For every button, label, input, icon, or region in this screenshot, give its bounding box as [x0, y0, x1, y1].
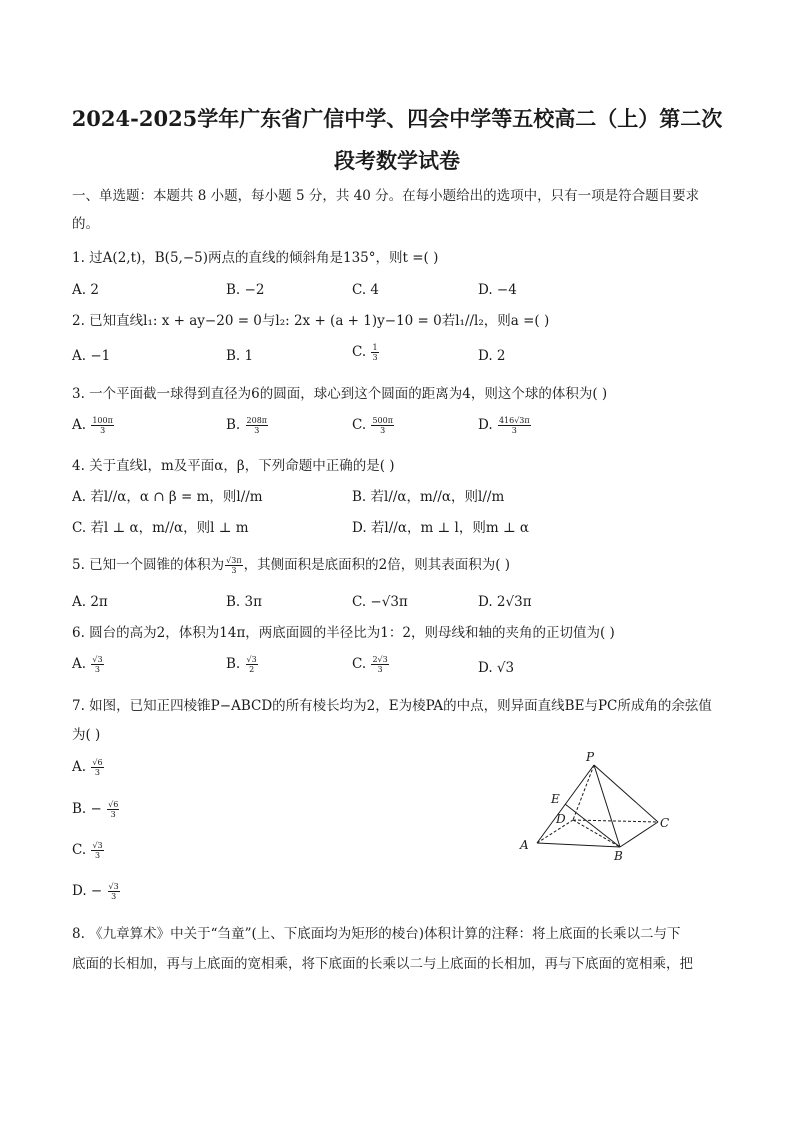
label-p: P — [586, 750, 595, 764]
question-8-stem: 8. 《九章算术》中关于“刍童”(上、下底面均为矩形的棱台)体积计算的注释：将上底面的长乘以二与下 — [72, 926, 681, 942]
fraction: $\frac{√3\pi}{3}$ — [226, 556, 242, 575]
pyramid-figure — [510, 745, 680, 865]
exam-title-line-1: 2024-2025学年广东省广信中学、四会中学等五校高二（上）第二次 — [71, 106, 723, 131]
edge-bc — [620, 822, 658, 847]
q5-option-d: D. 2√3π — [478, 594, 532, 610]
q7-option-b: B. − $\frac{√6}{3}$ — [72, 800, 119, 819]
fraction: $\frac{√3}{3}$ — [108, 882, 119, 901]
label-c: C — [660, 816, 670, 830]
fraction: $\frac{√3}{3}$ — [92, 655, 103, 674]
q4-option-c: C. 若l ⊥ α，m//α，则l ⊥ m — [72, 520, 249, 536]
fraction: $\frac{1}{3}$ — [372, 343, 378, 362]
label-b: B — [614, 849, 623, 863]
fraction: $\frac{√6}{3}$ — [108, 800, 119, 819]
question-7-stem: 7. 如图，已知正四棱锥P−ABCD的所有棱长均为2，E为棱PA的中点，则异面直线BE与PC所成角的余弦值 — [72, 698, 712, 714]
question-6-stem: 6. 圆台的高为2，体积为14π，两底面圆的半径比为1：2，则母线和轴的夹角的正切值为( ) — [72, 625, 615, 641]
fraction: $\frac{500\pi}{3}$ — [372, 416, 393, 435]
q1-option-c: C. 4 — [352, 282, 380, 298]
fraction: $\frac{√3}{2}$ — [246, 655, 257, 674]
edge-dc — [573, 820, 658, 822]
edge-pb — [594, 765, 620, 847]
q3-option-a: A. $\frac{100\pi}{3}$ — [72, 416, 113, 435]
q1-option-a: A. 2 — [72, 282, 99, 298]
question-3-stem: 3. 一个平面截一球得到直径为6的圆面，球心到这个圆面的距离为4，则这个球的体积为( ) — [72, 386, 608, 402]
q3-option-b: B. $\frac{208\pi}{3}$ — [226, 416, 268, 435]
q4-option-b: B. 若l//α，m//α，则l//m — [352, 489, 505, 505]
question-7-stem-cont: 为( ) — [72, 727, 101, 743]
section-heading: 一、单选题：本题共 8 小题，每小题 5 分，共 40 分。在每小题给出的选项中，只有一项是符合题目要求 — [72, 188, 700, 204]
q3-option-c: C. $\frac{500\pi}{3}$ — [352, 416, 393, 435]
q6-option-a: A. $\frac{√3}{3}$ — [72, 655, 103, 674]
section-heading-cont: 的。 — [72, 216, 99, 232]
fraction: $\frac{√3}{3}$ — [92, 841, 103, 860]
question-8-stem-cont: 底面的长相加，再与上底面的宽相乘，将下底面的长乘以二与上底面的长相加，再与下底面的宽相乘，把 — [72, 956, 693, 972]
edge-pc — [594, 765, 658, 822]
question-4-stem: 4. 关于直线l，m及平面α，β，下列命题中正确的是( ) — [72, 458, 395, 474]
q1-option-b: B. −2 — [226, 282, 265, 298]
fraction: $\frac{208\pi}{3}$ — [246, 416, 268, 435]
label-e: E — [551, 792, 560, 806]
q5-option-b: B. 3π — [226, 594, 262, 610]
q6-option-b: B. $\frac{√3}{2}$ — [226, 655, 257, 674]
edge-ab — [537, 843, 620, 847]
q2-option-c: C. $\frac{1}{3}$ — [352, 343, 378, 362]
segment-eb — [565, 804, 620, 847]
q4-option-a: A. 若l//α，α ∩ β = m，则l//m — [72, 489, 263, 505]
q6-option-d: D. √3 — [478, 660, 515, 676]
q7-option-c: C. $\frac{√3}{3}$ — [72, 841, 103, 860]
q2-option-d: D. 2 — [478, 348, 506, 364]
exam-title-line-2: 段考数学试卷 — [334, 148, 460, 173]
fraction: $\frac{100\pi}{3}$ — [92, 416, 113, 435]
question-1-stem: 1. 过A(2,t)，B(5,−5)两点的直线的倾斜角是135°，则t =( ) — [72, 250, 439, 266]
q7-option-d: D. − $\frac{√3}{3}$ — [72, 882, 119, 901]
q4-option-d: D. 若l//α，m ⊥ l，则m ⊥ α — [352, 520, 530, 536]
question-2-stem: 2. 已知直线l₁: x + ay−20 = 0与l₂: 2x + (a + 1)y−10 = 0若l₁//l₂，则a =( ) — [72, 313, 550, 329]
q3-option-d: D. $\frac{416√3\pi}{3}$ — [478, 416, 530, 435]
fraction: $\frac{416√3\pi}{3}$ — [498, 416, 530, 435]
q2-option-b: B. 1 — [226, 348, 254, 364]
q5-option-a: A. 2π — [72, 594, 108, 610]
edge-ad — [537, 820, 573, 843]
q6-option-c: C. $\frac{2√3}{3}$ — [352, 655, 388, 674]
q5-option-c: C. −√3π — [352, 594, 408, 610]
q7-option-a: A. $\frac{√6}{3}$ — [72, 758, 103, 777]
q1-option-d: D. −4 — [478, 282, 517, 298]
edge-pd — [573, 765, 594, 820]
question-5-stem: 5. 已知一个圆锥的体积为 $\frac{√3\pi}{3}$ ，其侧面积是底面积的2倍，则其表面积为( ) — [72, 556, 511, 575]
fraction: $\frac{√6}{3}$ — [92, 758, 103, 777]
fraction: $\frac{2√3}{3}$ — [372, 655, 388, 674]
label-a: A — [520, 838, 529, 852]
label-d: D — [556, 812, 566, 826]
q2-option-a: A. −1 — [72, 348, 111, 364]
